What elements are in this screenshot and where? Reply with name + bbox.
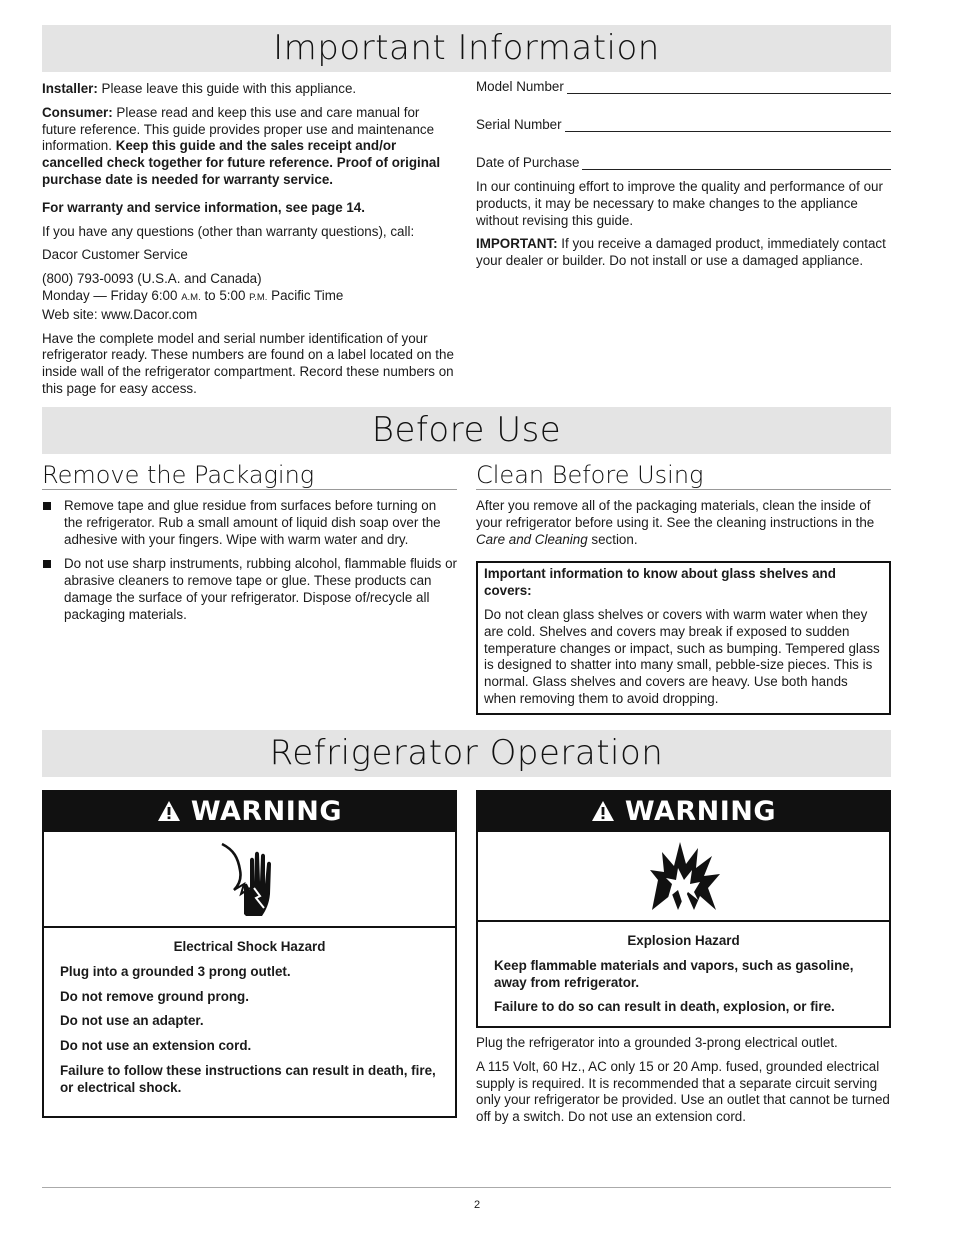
- explosion-hazard-title: Explosion Hazard: [627, 933, 740, 948]
- damaged-product-note: IMPORTANT: If you receive a damaged product, immediately contact your dealer or builder. Do not install or use a damaged appliance.: [476, 236, 886, 269]
- glass-shelves-heading: Important information to know about glass shelves and covers:: [484, 566, 836, 599]
- plug-instruction: Plug the refrigerator into a grounded 3-prong electrical outlet.: [476, 1035, 838, 1050]
- shock-hazard-picture: [44, 832, 455, 928]
- explosion-warning-text: [478, 922, 889, 1028]
- installer-note: Installer: Please leave this guide with this appliance.: [42, 81, 357, 96]
- explosion-warning: [476, 790, 891, 1028]
- warning-banner-right: WARNING: [478, 792, 889, 832]
- model-serial-note: Have the complete model and serial number identification of your refrigerator ready. These numbers are found on a label located on the inside wall of the refrigerator compartment. Record these numbers on this page for easy access.: [42, 330, 454, 396]
- page-number: 2: [473, 1199, 481, 1211]
- explosion-line-2: Failure to do so can result in death, explosion, or fire.: [494, 999, 835, 1015]
- shock-line-3: Do not use an adapter.: [60, 1013, 204, 1029]
- warning-triangle-icon: [591, 796, 625, 827]
- electrical-shock-warning: [42, 790, 457, 1118]
- clean-before-using-section: [476, 461, 891, 715]
- clean-before-using-title: Clean Before Using: [476, 461, 891, 490]
- questions-line: If you have any questions (other than warranty questions), call:: [42, 223, 415, 239]
- consumer-note: Consumer: Please read and keep this use and care manual for future reference. This guide provides proper use and maintenance information. Keep this guide and the sales receipt and/or cancelled check together for future reference. Proof of original purchase date is needed for warranty service.: [42, 104, 441, 187]
- clean-instructions: After you remove all of the packaging materials, clean the inside of your refrigerator before using it. See the cleaning instructions in the Care and Cleaning section.: [476, 498, 875, 547]
- electrical-shock-hand-icon: [214, 840, 284, 923]
- important-left-column: [42, 81, 457, 405]
- packaging-bullet-2: Do not use sharp instruments, rubbing alcohol, flammable fluids or abrasive cleaners to remove tape or glue. These products can damage the surface of your refrigerator. Dispose of/recycle all packaging materials.: [42, 556, 457, 623]
- explosion-hazard-picture: [478, 832, 889, 922]
- service-name: Dacor Customer Service: [42, 247, 188, 263]
- explosion-icon: [650, 840, 720, 917]
- purchase-date-label: Date of Purchase: [476, 155, 580, 171]
- glass-shelves-box: [476, 561, 891, 714]
- shock-line-4: Do not use an extension cord.: [60, 1038, 252, 1054]
- warning-triangle-icon: [157, 796, 191, 827]
- purchase-date-field[interactable]: [476, 134, 891, 172]
- model-number-label: Model Number: [476, 79, 564, 95]
- shock-line-1: Plug into a grounded 3 prong outlet.: [60, 963, 291, 979]
- service-contact: [42, 271, 457, 323]
- continuing-effort-note: In our continuing effort to improve the quality and performance of our products, it may be necessary to make changes to the appliance without revising this guide.: [476, 179, 883, 228]
- model-number-field[interactable]: [476, 58, 891, 96]
- shock-line-2: Do not remove ground prong.: [60, 988, 249, 1004]
- refrigerator-operation-heading: Refrigerator Operation: [42, 730, 891, 777]
- remove-packaging-title: Remove the Packaging: [42, 461, 457, 490]
- packaging-bullet-1: Remove tape and glue residue from surfaces before turning on the refrigerator. Rub a small amount of liquid dish soap over the adhesive with your fingers. Wipe with warm water and dry.: [42, 498, 457, 548]
- glass-shelves-body: Do not clean glass shelves or covers with warm water when they are cold. Shelves and covers may break if exposed to sudden temperature changes or impact, such as bumping. Tempered glass is designed to shatter into many small, pebble-size pieces. This is normal. Glass shelves and covers are heavy. Use both hands when removing them to avoid dropping.: [484, 606, 880, 706]
- before-use-heading: Before Use: [42, 407, 891, 454]
- warranty-line: For warranty and service information, see page 14.: [42, 199, 365, 215]
- important-information-heading: Important Information: [42, 25, 891, 72]
- shock-hazard-title: Electrical Shock Hazard: [173, 939, 326, 954]
- supply-requirement: A 115 Volt, 60 Hz., AC only 15 or 20 Amp. fused, grounded electrical supply is required. It is recommended that a separate circuit serving only your refrigerator be provided. Use an outlet that cannot be turned off by a switch. Do not use an extension cord.: [476, 1058, 890, 1125]
- serial-number-field[interactable]: [476, 96, 891, 134]
- shock-warning-text: [44, 928, 455, 1109]
- service-hours: Monday — Friday 6:00 A.M. to 5:00 P.M. Pacific Time: [42, 287, 344, 303]
- care-and-cleaning-ref: Care and Cleaning: [476, 531, 588, 547]
- website: Web site: www.Dacor.com: [42, 306, 198, 322]
- explosion-line-1: Keep flammable materials and vapors, such as gasoline, away from refrigerator.: [494, 957, 854, 990]
- serial-number-label: Serial Number: [476, 117, 562, 133]
- footer-rule: [42, 1187, 891, 1188]
- shock-line-5: Failure to follow these instructions can result in death, fire, or electrical shock.: [60, 1062, 436, 1095]
- important-right-column: [476, 58, 891, 277]
- phone-number: (800) 793-0093 (U.S.A. and Canada): [42, 271, 262, 287]
- warning-banner-left: WARNING: [44, 792, 455, 832]
- remove-packaging-section: [42, 461, 457, 632]
- electrical-requirements: [476, 1035, 891, 1133]
